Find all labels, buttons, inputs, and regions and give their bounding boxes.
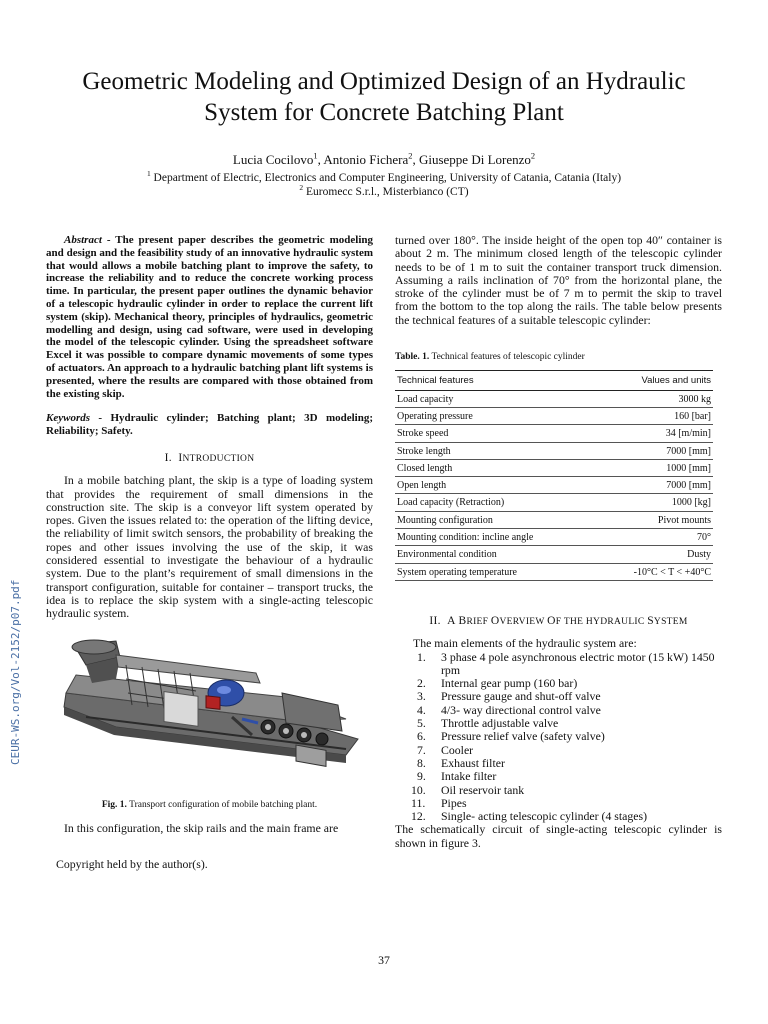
- list-item: 11. Pipes: [411, 795, 467, 810]
- right-intro-paragraph: turned over 180°. The inside height of the open top 40″ container is about 2 m. The minimum closed length of the telescopic cylinder needs to be of 1 m to suit the container transport truck dimension. Assuming a rails inclination of 70° from the horizontal plane, the stroke of the cylinder must be of 7 m to permit the skip to travel from the bottom to the top along the rails. The table below presents the technical features of a suitable telescopic cylinder:: [395, 233, 722, 327]
- table-cell: 7000 [mm]: [596, 442, 713, 459]
- list-item: 7. Cooler: [417, 742, 474, 757]
- table-row: [395, 494, 713, 511]
- table-cell: Dusty: [596, 546, 713, 563]
- heading-part: S: [647, 614, 654, 627]
- table-cell: Closed length: [395, 459, 596, 476]
- table-cell: Operating pressure: [395, 407, 596, 424]
- list-item: 10. Oil reservoir tank: [411, 782, 525, 797]
- left-column: [46, 234, 373, 835]
- list-item: 12. Single- acting telescopic cylinder (4 stages): [411, 809, 648, 824]
- table-row: [395, 425, 713, 442]
- list-item: 3. Pressure gauge and shut-off valve: [417, 689, 601, 704]
- table-cell: 1000 [kg]: [596, 494, 713, 511]
- heading-part: YSTEM: [653, 616, 688, 627]
- list-item: 5. Throttle adjustable valve: [417, 716, 559, 731]
- list-item-text: Cooler: [441, 742, 474, 757]
- list-item: 1. 3 phase 4 pole asynchronous electric motor (15 kW) 1450 rpm: [417, 649, 715, 677]
- author-affiliation-mark: 2: [408, 150, 413, 161]
- paper-title: Geometric Modeling and Optimized Design of an Hydraulic System for Concrete Batching Plant: [82, 68, 686, 126]
- table-caption-text: Technical features of telescopic cylinder: [429, 352, 585, 363]
- table-row: [395, 407, 713, 424]
- table-cell: Open length: [395, 477, 596, 494]
- left-continuation-text: In this configuration, the skip rails and the main frame are: [64, 820, 339, 835]
- keywords-label: Keywords: [46, 412, 90, 425]
- table-cell: Load capacity (Retraction): [395, 494, 596, 511]
- table-cell: 34 [m/min]: [596, 425, 713, 442]
- table-row: [395, 529, 713, 546]
- table-label: Table. 1.: [395, 352, 430, 363]
- hydraulic-elements-list: [395, 651, 722, 824]
- abstract-text: - The present paper describes the geometric modeling and design and the feasibility study of an innovative hydraulic system that would allows a mobile batching plant to improve the safety, to increase the reliability and to reduce the concrete working process time. In particular, the present paper outlines the dynamic behavior of a telescopic hydraulic cylinder in order to replace the current lift system (skip). Mechanical theory, principles of hydraulics, geometric modelling and design, using cad software, were used in developing the model of the telescopic cylinder. Using the spreadsheet software Excel it was possible to compare dynamic movements of some types of actuators. An approach to a hydraulic batching plant lift systems is presented, where the results are compared with those obtained from the existing skip.: [46, 234, 373, 400]
- figure-caption-text: Transport configuration of mobile batching plant.: [126, 799, 318, 810]
- author-list: Lucia Cocilovo$^1$, Antonio Fichera$^2$, Giuseppe Di Lorenzo$^2$: [232, 150, 536, 167]
- batching-plant-illustration: [46, 635, 373, 789]
- heading-part: O: [490, 614, 500, 627]
- technical-features-table: [395, 370, 713, 581]
- author-affiliation-mark: 1: [313, 150, 318, 161]
- author-name: Giuseppe Di Lorenzo: [418, 152, 531, 167]
- heading-part: O: [547, 614, 556, 627]
- heading-part: B: [458, 614, 467, 627]
- section-number: II.: [429, 614, 441, 627]
- list-item-text: Intake filter: [441, 769, 497, 784]
- table-cell: -10°C < T < +40°C: [596, 563, 713, 580]
- affiliation-mark: 1: [146, 169, 151, 179]
- section-title-initial: I: [178, 451, 183, 464]
- table-cell: 70°: [596, 529, 713, 546]
- list-item-text: Oil reservoir tank: [441, 782, 525, 797]
- list-item: 4. 4/3- way directional control valve: [417, 702, 601, 717]
- abstract: [46, 234, 373, 400]
- ceur-sidebar-link[interactable]: CEUR-WS.org/Vol-2152/p07.pdf: [9, 579, 22, 765]
- abstract-label: Abstract: [64, 234, 102, 246]
- affiliation-text: Department of Electric, Electronics and Computer Engineering, University of Catania, Catania (Italy): [153, 172, 622, 184]
- table-header-cell: Values and units: [596, 371, 713, 390]
- author-name: Antonio Fichera: [323, 152, 409, 167]
- affiliation-text: Euromecc S.r.l., Misterbianco (CT): [306, 186, 469, 198]
- copyright-notice: Copyright held by the author(s).: [56, 857, 208, 871]
- list-item-text: Single- acting telescopic cylinder (4 stages): [441, 809, 648, 824]
- table-row: [395, 390, 713, 407]
- table-row: [395, 477, 713, 494]
- section-number: I.: [164, 451, 172, 464]
- list-item-text: Throttle adjustable valve: [441, 716, 559, 731]
- list-item-text: 3 phase 4 pole asynchronous electric motor (15 kW) 1450 rpm: [441, 649, 715, 677]
- list-item-text: Pressure relief valve (safety valve): [441, 729, 605, 744]
- table-cell: Load capacity: [395, 390, 596, 407]
- figure-1-caption: [46, 799, 373, 812]
- author-name: Lucia Cocilovo: [232, 152, 314, 167]
- table-row: [395, 563, 713, 580]
- table-row: [395, 511, 713, 528]
- list-item-text: Pressure gauge and shut-off valve: [441, 689, 601, 704]
- table-cell: Mounting condition: incline angle: [395, 529, 596, 546]
- keywords: [46, 412, 373, 438]
- section-heading-introduction: [46, 452, 373, 466]
- table-header-row: [395, 371, 713, 390]
- heading-part: F THE HYDRAULIC: [555, 616, 648, 627]
- keywords-text: - Hydraulic cylinder; Batching plant; 3D modeling; Reliability; Safety.: [46, 412, 373, 438]
- list-item: 8. Exhaust filter: [417, 755, 505, 770]
- list-item-text: 4/3- way directional control valve: [441, 702, 601, 717]
- table-row: [395, 442, 713, 459]
- table-header-cell: Technical features: [395, 371, 596, 390]
- affiliations: [60, 171, 708, 199]
- table-cell: 7000 [mm]: [596, 477, 713, 494]
- table-cell: Mounting configuration: [395, 511, 596, 528]
- affiliation-mark: 2: [299, 183, 304, 193]
- list-item-text: Pipes: [441, 795, 467, 810]
- table-1-caption: [395, 351, 722, 364]
- table-row: [395, 459, 713, 476]
- hydraulic-outro: The schematically circuit of single-acting telescopic cylinder is shown in figure 3.: [395, 822, 722, 850]
- table-cell: Stroke length: [395, 442, 596, 459]
- list-item: 6. Pressure relief valve (safety valve): [417, 729, 605, 744]
- figure-batching-plant: [46, 635, 373, 789]
- table-row: [395, 546, 713, 563]
- section-heading-hydraulic-overview: [395, 615, 722, 629]
- table-cell: System operating temperature: [395, 563, 596, 580]
- list-item-text: Exhaust filter: [441, 755, 505, 770]
- list-item: 2. Internal gear pump (160 bar): [417, 676, 578, 691]
- table-cell: 3000 kg: [596, 390, 713, 407]
- list-item: 9. Intake filter: [417, 769, 497, 784]
- right-column: [395, 234, 722, 850]
- introduction-paragraph: In a mobile batching plant, the skip is a type of loading system that provides the requirement of small dimensions in the construction site. The skip is a conveyor lift system operated by ropes. Given the issues related to: the operation of the lifting device, the reliability of limit switch sensors, the probability of breaking the ropes and other issues involving the use of the skip, it was considered essential to investigate the behaviour of a hydraulic system. Due to the plant’s requirement of small dimensions in the transport configuration, suitable for container – transport trucks, the idea is to replace the skip system with a single-acting telescopic hydraulic system.: [46, 473, 373, 621]
- table-cell: Stroke speed: [395, 425, 596, 442]
- list-item-text: Internal gear pump (160 bar): [441, 676, 578, 691]
- heading-part: VERVIEW: [499, 616, 548, 627]
- hydraulic-elements-intro: The main elements of the hydraulic system are:: [413, 636, 637, 651]
- table-cell: 1000 [mm]: [596, 459, 713, 476]
- table-cell: Pivot mounts: [596, 511, 713, 528]
- heading-part: RIEF: [466, 616, 491, 627]
- affiliation-1: [60, 171, 708, 185]
- table-cell: Environmental condition: [395, 546, 596, 563]
- heading-part: A: [447, 614, 456, 627]
- affiliation-2: [60, 185, 708, 199]
- author-affiliation-mark: 2: [530, 150, 536, 161]
- table-cell: 160 [bar]: [596, 407, 713, 424]
- page-number: 37: [378, 953, 390, 967]
- section-title-rest: NTRODUCTION: [182, 453, 255, 464]
- figure-label: Fig. 1.: [101, 799, 127, 810]
